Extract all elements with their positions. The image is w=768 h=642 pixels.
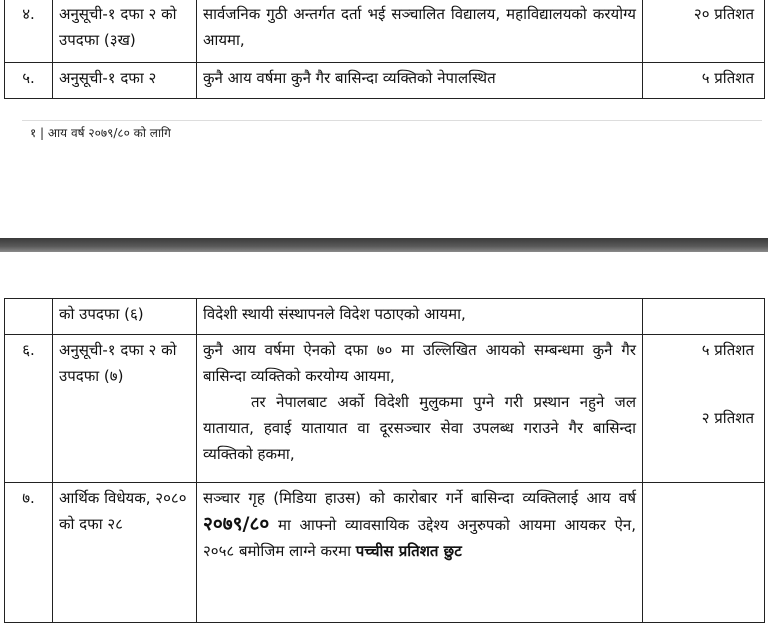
tax-rate	[643, 335, 765, 483]
table-row	[5, 299, 765, 335]
table-row	[5, 335, 765, 483]
tax-rate	[643, 483, 765, 623]
legal-reference: आर्थिक विधेयक, २०८० को दफा २८	[53, 483, 197, 623]
top-page	[0, 0, 768, 238]
row-number: ७.	[5, 483, 53, 623]
legal-reference: अनुसूची-१ दफा २ को उपदफा (७)	[53, 335, 197, 483]
tax-rate: २० प्रतिशत	[643, 0, 765, 63]
legal-reference: अनुसूची-१ दफा २	[53, 63, 197, 99]
tax-rate-table-bottom	[4, 298, 765, 623]
description-text-continued: मा आफ्नो व्यावसायिक उद्देश्य अनुरुपको आयमा आयकर ऐन, २०५८ बमोजिम लाग्ने करमा	[203, 516, 636, 560]
table-row	[5, 483, 765, 623]
legal-reference: अनुसूची-१ दफा २ को उपदफा (३ख)	[53, 0, 197, 63]
row-description: कुनै आय वर्षमा कुनै गैर बासिन्दा व्यक्तिको नेपालस्थित	[197, 63, 643, 99]
row-description	[197, 483, 643, 623]
bottom-page	[0, 252, 768, 642]
row-number: ४.	[5, 0, 53, 63]
row-description: सार्वजनिक गुठी अन्तर्गत दर्ता भई सञ्चालित विद्यालय, महाविद्यालयको करयोग्य आयमा,	[197, 0, 643, 63]
description-paragraph: कुनै आय वर्षमा ऐनको दफा ७० मा उल्लिखित आयको सम्बन्धमा कुनै गैर बासिन्दा व्यक्तिको करयोग्य आयमा,	[203, 341, 636, 385]
row-description: विदेशी स्थायी संस्थापनले विदेश पठाएको आयमा,	[197, 299, 643, 335]
table-row	[5, 63, 765, 99]
description-proviso: तर नेपालबाट अर्को विदेशी मुलुकमा पुग्ने गरी प्रस्थान नहुने जल यातायात, हवाई यातायात वा दूरसञ्चार सेवा उपलब्ध गराउने गैर बासिन्दा व्यक्तिको हकमा,	[203, 393, 636, 463]
tax-rate-table-top	[4, 0, 765, 99]
tax-rate-primary: ५ प्रतिशत	[701, 341, 754, 359]
row-number: ६.	[5, 335, 53, 483]
table-row	[5, 0, 765, 63]
legal-reference: को उपदफा (६)	[53, 299, 197, 335]
page-footnote: १ | आय वर्ष २०७९/८० को लागि	[30, 126, 171, 140]
page-break-separator	[0, 238, 768, 252]
discount-highlight: पच्चीस प्रतिशत छुट	[355, 542, 462, 560]
tax-rate	[643, 299, 765, 335]
footnote-divider	[22, 120, 762, 121]
row-description	[197, 335, 643, 483]
tax-rate-secondary: २ प्रतिशत	[701, 409, 754, 427]
tax-rate: ५ प्रतिशत	[643, 63, 765, 99]
row-number: ५.	[5, 63, 53, 99]
description-text: सञ्चार गृह (मिडिया हाउस) को कारोबार गर्ने बासिन्दा व्यक्तिलाई आय वर्ष	[203, 489, 636, 507]
fiscal-year-highlight: २०७९/८०	[203, 513, 270, 535]
row-number	[5, 299, 53, 335]
